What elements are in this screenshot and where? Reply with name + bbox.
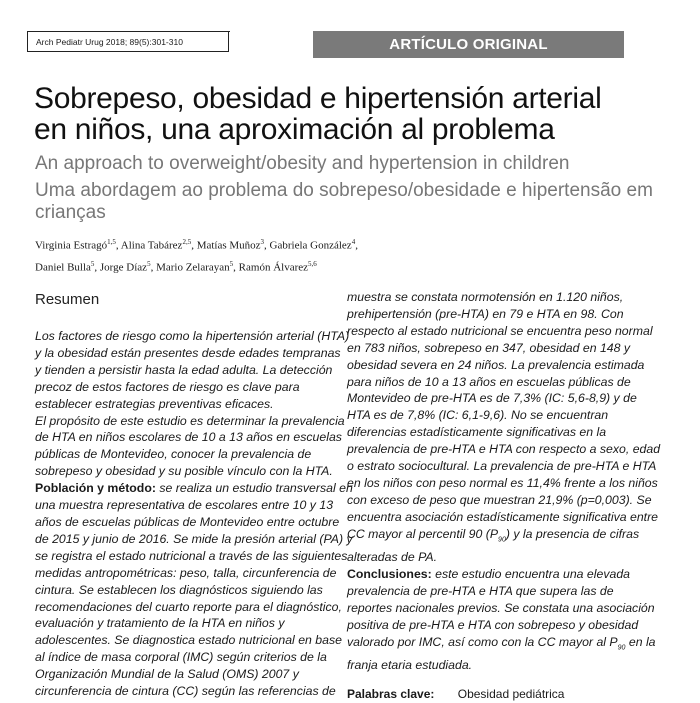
text-line <box>347 441 660 458</box>
text-segment: circunferencia de cintura (CC) según las referencias de <box>35 684 336 699</box>
text-line <box>35 255 358 277</box>
text-segment: prevalencia de pre-HTA e HTA con respecto a sexo, edad <box>347 442 661 457</box>
keywords <box>347 687 564 701</box>
text-line <box>35 548 353 565</box>
text-line <box>35 683 353 700</box>
text-line <box>35 531 353 548</box>
text-segment: públicas de Montevideo, conocer la prevalencia de <box>35 447 312 462</box>
text-segment: una muestra representativa de escolares entre 10 y 13 <box>35 498 334 513</box>
subtitle-english: An approach to overweight/obesity and hypertension in children <box>35 153 570 174</box>
text-line <box>347 566 660 583</box>
text-line <box>35 514 353 531</box>
text-segment: evaluación y tratamiento de la HTA en niños y <box>35 616 285 631</box>
text-segment: años de escuelas públicas de Montevideo entre octubre <box>35 514 340 529</box>
text-line <box>35 446 353 463</box>
text-line <box>347 323 660 340</box>
text-line <box>347 526 660 549</box>
text-segment: diferencias estadísticamente significativas en la <box>347 425 607 440</box>
text-segment: y la obesidad están presentes desde edades tempranas <box>35 345 341 360</box>
text-line <box>347 306 660 323</box>
text-line <box>35 497 353 514</box>
sup-text: 4 <box>351 238 356 246</box>
text-segment: , <box>355 239 358 252</box>
text-line <box>35 345 353 362</box>
author-list <box>35 233 358 276</box>
text-line <box>347 458 660 475</box>
text-segment: CC mayor al percentil 90 (P <box>347 526 499 541</box>
text-segment: positiva de pre-HTA e HTA con sobrepeso y obesidad <box>347 617 639 632</box>
text-line <box>35 463 353 480</box>
text-segment: de HTA en niños escolares de 10 a 13 años en escuelas <box>35 430 342 445</box>
text-segment: o estrato sociocultural. La prevalencia de pre-HTA e HTA <box>347 459 657 474</box>
text-line <box>35 379 353 396</box>
title-line: en niños, una aproximación al problema <box>34 113 555 146</box>
text-segment: medidas antropométricas: peso, talla, circunferencia de <box>35 565 337 580</box>
text-line <box>347 407 660 424</box>
text-segment: , Gabriela González <box>264 239 352 252</box>
text-segment: prehipertensión (pre-HTA) en 79 e HTA en 98. Con <box>347 306 624 321</box>
bold-label: Conclusiones: <box>347 566 432 581</box>
sup-text: 5 <box>147 259 151 268</box>
abstract-left-column <box>35 328 353 700</box>
text-segment: prevalencia de pre-HTA e HTA que supera las de <box>347 583 614 598</box>
text-line <box>347 634 660 657</box>
text-line <box>35 328 353 345</box>
abstract-heading: Resumen <box>35 291 100 308</box>
text-line <box>347 657 660 674</box>
text-line <box>347 492 660 509</box>
text-segment: Los factores de riesgo como la hipertensión arterial (HTA) <box>35 329 350 343</box>
sup-text: 5 <box>229 259 234 268</box>
text-segment: cintura. Se establecen los diagnósticos siguiendo las <box>35 582 323 597</box>
text-segment: para niños de 10 a 13 años en escuelas públicas de <box>347 374 631 389</box>
keywords-value: Obesidad pediátrica <box>457 687 565 701</box>
text-segment: , Alina Tabárez <box>115 239 183 252</box>
text-segment: encuentra asociación estadísticamente significativa entre <box>347 509 659 524</box>
text-line <box>35 615 353 632</box>
text-line <box>347 475 660 492</box>
keywords-label: Palabras clave: <box>347 687 435 701</box>
text-line <box>347 340 660 357</box>
text-line <box>35 480 353 497</box>
text-segment: se realiza un estudio transversal en <box>155 481 353 496</box>
text-segment: , Mario Zelarayan <box>150 261 230 274</box>
sup-text: 5 <box>90 259 95 268</box>
text-line <box>35 582 353 599</box>
text-segment: respecto al estado nutricional se encuentra peso normal <box>347 323 653 338</box>
text-segment: se registra el estado nutricional a través de las siguientes <box>35 548 348 563</box>
text-segment: El propósito de este estudio es determinar la prevalencia <box>35 413 345 428</box>
text-line <box>347 549 660 566</box>
text-segment: precoz de estos factores de riesgo es clave para <box>35 379 300 394</box>
bold-label: Población y método: <box>35 481 156 496</box>
text-line <box>347 374 660 391</box>
text-segment: alteradas de PA. <box>347 550 438 565</box>
text-segment: , Ramón Álvarez <box>233 261 309 274</box>
text-line <box>347 424 660 441</box>
text-segment: , Matías Muñoz <box>191 239 261 252</box>
text-segment: HTA es de 7,8% (IC: 6,1-9,6). No se encuentran <box>347 408 609 423</box>
text-segment: valorado por IMC, así como con la CC mayor al P <box>347 634 618 649</box>
text-segment: , Jorge Díaz <box>94 261 148 274</box>
text-segment: franja etaria estudiada. <box>347 657 473 672</box>
text-segment: Montevideo de pre-HTA es de 7,3% (IC: 5,6-8,9) y de <box>347 391 637 406</box>
text-line <box>35 429 353 446</box>
text-line <box>35 413 353 430</box>
subtitle-line: crianças <box>35 202 106 223</box>
sup-text: 3 <box>260 238 265 246</box>
text-segment: Daniel Bulla <box>35 261 91 274</box>
text-line <box>35 565 353 582</box>
text-segment: Organización Mundial de la Salud (OMS) 2007 y <box>35 667 299 682</box>
text-line <box>347 289 660 306</box>
text-segment: establecer estrategias preventivas eficaces. <box>35 396 274 411</box>
text-segment: de 2015 y junio de 2016. Se mide la presión arterial (PA) y <box>35 531 353 546</box>
text-segment: recomendaciones del cuarto reporte para el diagnóstico, <box>35 599 342 614</box>
text-segment: con exceso de peso que muestran 21,9% (p=0,003). Se <box>347 492 652 507</box>
text-segment: sobrepeso y obesidad y su posible vínculo con la HTA. <box>35 464 333 479</box>
sup-text: 1,5 <box>107 238 116 246</box>
abstract-right-column <box>347 289 660 674</box>
journal-citation: Arch Pediatr Urug 2018; 89(5):301-310 <box>27 31 229 52</box>
text-segment: obesidad severa en 24 niños. La prevalencia estimada <box>347 357 645 372</box>
text-line <box>35 233 358 255</box>
subtitle-portuguese <box>35 180 653 224</box>
subtitle-line: Uma abordagem ao problema do sobrepeso/obesidade e hipertensão em <box>35 180 653 201</box>
text-line <box>35 649 353 666</box>
text-segment: en la <box>625 634 656 649</box>
text-line <box>35 666 353 683</box>
text-line <box>347 509 660 526</box>
text-line <box>35 362 353 379</box>
text-segment: al índice de masa corporal (IMC) según criterios de la <box>35 650 327 665</box>
sub-text: 90 <box>617 644 626 652</box>
text-segment: este estudio encuentra una elevada <box>431 566 630 581</box>
text-line <box>35 396 353 413</box>
sub-text: 90 <box>498 536 506 544</box>
section-badge: ARTÍCULO ORIGINAL <box>313 31 624 58</box>
text-segment: adolescentes. Se diagnostica estado nutricional en base <box>35 633 342 648</box>
text-line <box>347 390 660 407</box>
text-line <box>35 599 353 616</box>
text-segment: en los niños con peso normal es 11,4% frente a los niños <box>347 475 658 490</box>
text-line <box>347 357 660 374</box>
text-segment: ) y la presencia de cifras <box>505 526 640 541</box>
text-line <box>347 583 660 600</box>
text-segment: y tienden a persistir hasta la edad adulta. La detección <box>35 362 333 377</box>
sup-text: 2,5 <box>182 238 192 246</box>
text-segment: muestra se constata normotensión en 1.120 niños, <box>347 290 624 304</box>
text-line <box>35 632 353 649</box>
text-segment: Virginia Estragó <box>35 239 108 252</box>
article-title <box>34 83 602 145</box>
text-segment: reportes nacionales previos. Se constata una asociación <box>347 600 655 615</box>
text-segment: en 783 niños, sobrepeso en 347, obesidad en 148 y <box>347 340 631 355</box>
title-line: Sobrepeso, obesidad e hipertensión arterial <box>34 82 602 115</box>
text-line <box>347 600 660 617</box>
text-line <box>347 617 660 634</box>
sup-text: 5,6 <box>308 259 317 268</box>
